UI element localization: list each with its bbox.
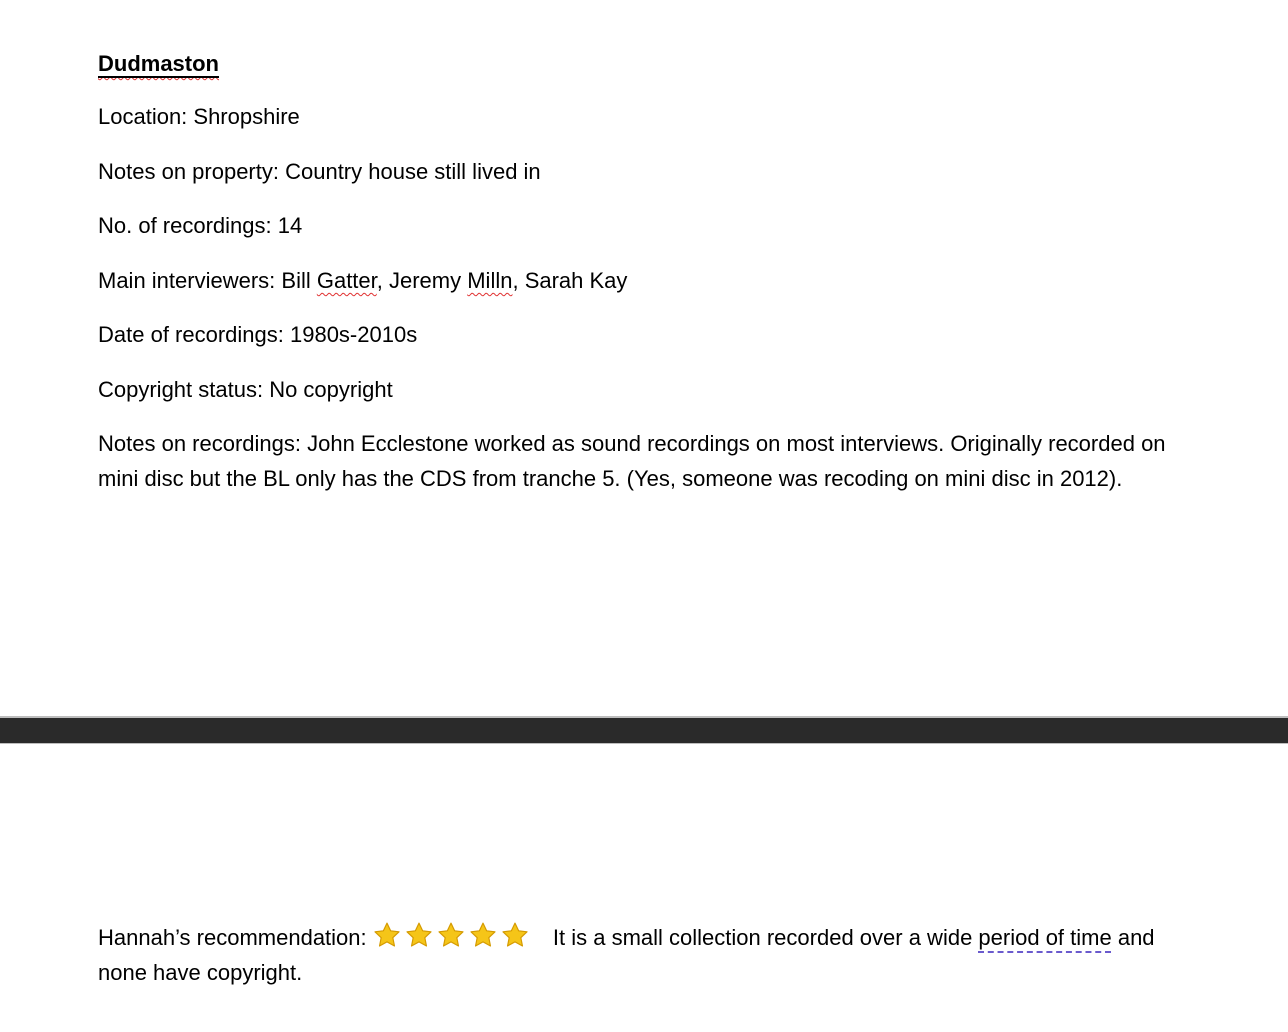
- spelling-flag-gatter[interactable]: Gatter: [316, 268, 377, 293]
- star-icon: [469, 921, 497, 949]
- recommendation-label: Hannah’s recommendation:: [98, 925, 367, 950]
- notes-property-field: Notes on property: Country house still lived in: [98, 159, 541, 184]
- recommendation-paragraph: [98, 920, 1178, 990]
- document-page-bottom: [98, 920, 1178, 990]
- interviewers-suffix: , Sarah Kay: [512, 268, 628, 293]
- star-icon: [373, 921, 401, 949]
- spelling-flag-milln[interactable]: Milln: [467, 268, 513, 293]
- heading-line: [98, 48, 1178, 80]
- document-page-top: [98, 48, 1178, 496]
- grammar-flag-period-of-time[interactable]: period of time: [978, 925, 1112, 950]
- recommendation-text-end: and none have copyright.: [98, 925, 1155, 985]
- star-icon: [437, 921, 465, 949]
- copyright-field: Copyright status: No copyright: [98, 377, 393, 402]
- document-title[interactable]: Dudmaston: [98, 51, 219, 76]
- recommendation-text: It is a small collection recorded over a wide: [552, 925, 979, 950]
- notes-recordings-field: Notes on recordings: John Ecclestone worked as sound recordings on most interviews. Originally recorded on mini disc but the BL only has the CDS from tranche 5. (Yes, someone was recoding on mini disc in 2012).: [98, 431, 1166, 491]
- location-field: Location: Shropshire: [98, 104, 300, 129]
- date-field: Date of recordings: 1980s-2010s: [98, 322, 418, 347]
- star-icon: [501, 921, 529, 949]
- page-break-divider: [0, 716, 1288, 744]
- interviewers-field: [98, 263, 1178, 298]
- interviewers-prefix: Main interviewers: Bill: [98, 268, 317, 293]
- interviewers-middle: , Jeremy: [376, 268, 468, 293]
- star-rating: [373, 920, 529, 955]
- star-icon: [405, 921, 433, 949]
- num-recordings-field: No. of recordings: 14: [98, 213, 303, 238]
